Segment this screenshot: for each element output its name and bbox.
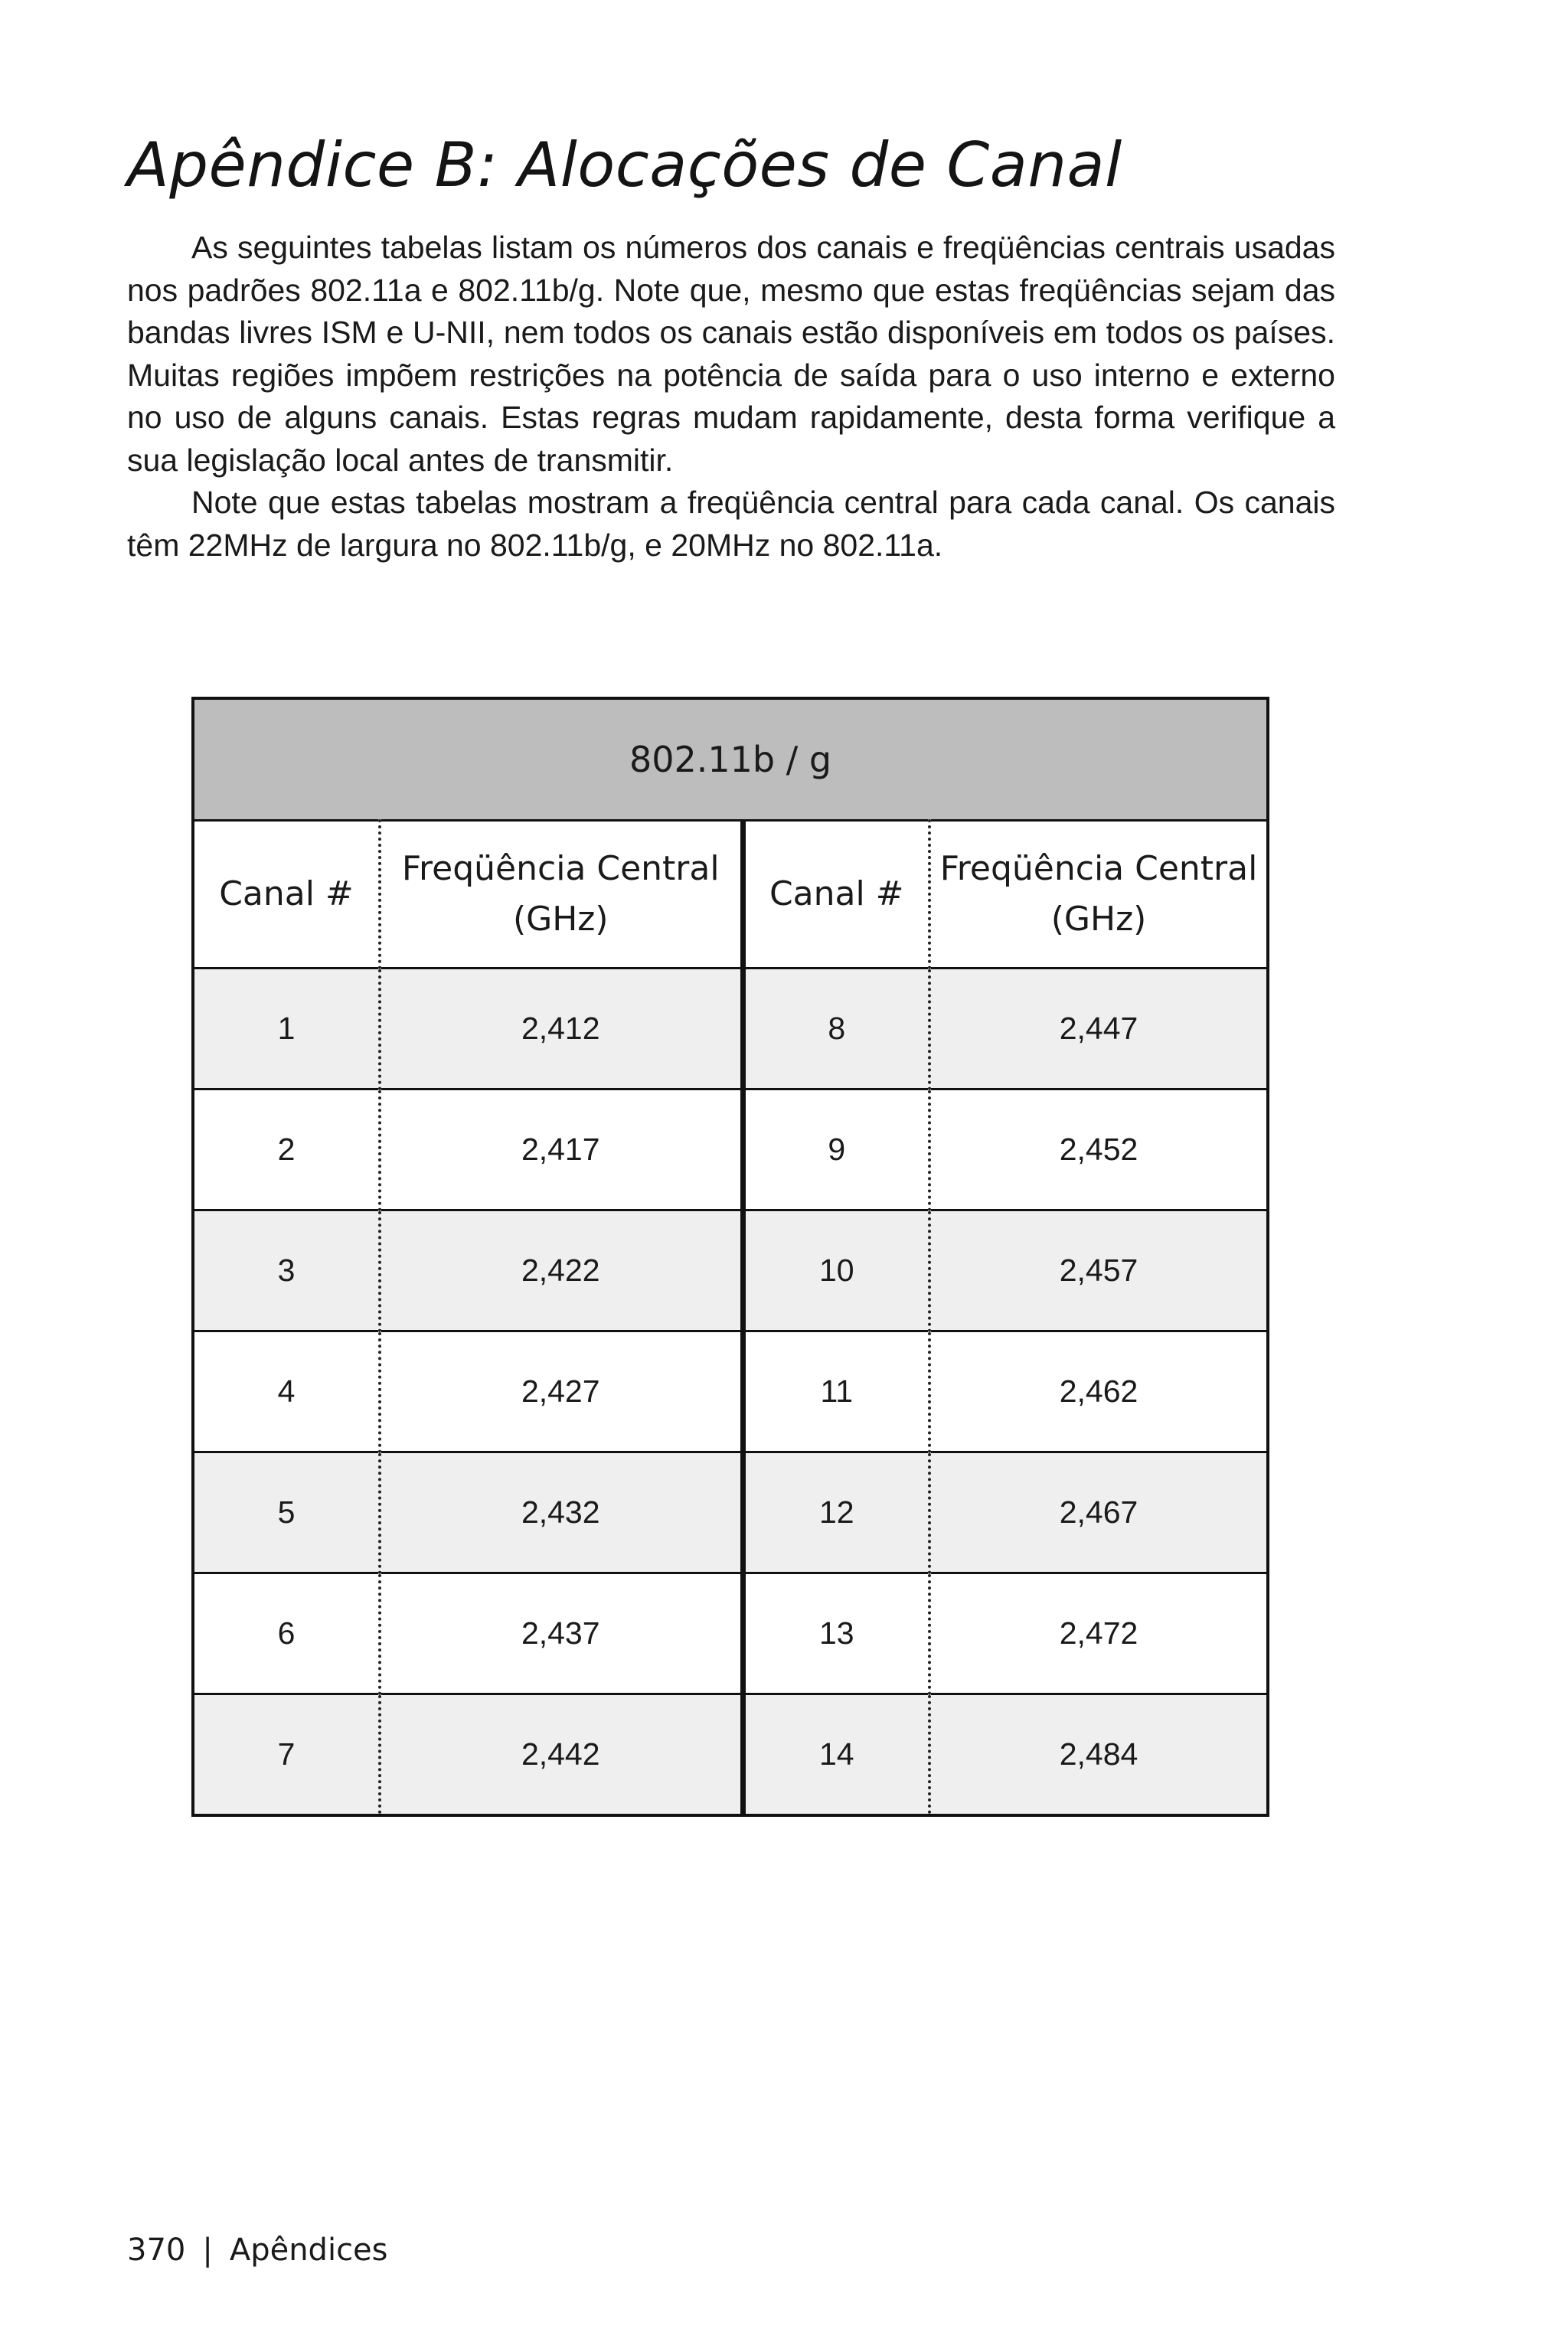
paragraph: Note que estas tabelas mostram a freqüência central para cada canal. Os canais têm 22MHz de largura no 802.11b/g, e 20MHz no 802.11a. — [127, 485, 1335, 563]
table-row — [193, 1331, 1268, 1452]
page-title: Apêndice B: Alocações de Canal — [127, 129, 1122, 201]
column-header-frequency-line1: Freqüência Central — [401, 849, 720, 888]
frequency-cell: 2,447 — [929, 969, 1268, 1089]
channel-cell: 8 — [743, 969, 929, 1089]
table-row — [193, 1210, 1268, 1331]
channel-cell: 13 — [743, 1573, 929, 1694]
table-title: 802.11b / g — [193, 698, 1268, 821]
channel-cell: 3 — [193, 1210, 380, 1331]
page-number: 370 — [127, 2233, 186, 2268]
column-header-frequency-line2: (GHz) — [1050, 900, 1147, 939]
footer-separator: | — [202, 2233, 213, 2268]
table-row — [193, 1573, 1268, 1694]
frequency-cell: 2,472 — [929, 1573, 1268, 1694]
frequency-cell: 2,437 — [380, 1573, 743, 1694]
frequency-cell: 2,452 — [929, 1089, 1268, 1210]
frequency-cell: 2,457 — [929, 1210, 1268, 1331]
frequency-cell: 2,442 — [380, 1694, 743, 1816]
frequency-cell: 2,467 — [929, 1452, 1268, 1573]
channel-cell: 9 — [743, 1089, 929, 1210]
channel-cell: 11 — [743, 1331, 929, 1452]
frequency-cell: 2,422 — [380, 1210, 743, 1331]
channel-cell: 2 — [193, 1089, 380, 1210]
channel-cell: 12 — [743, 1452, 929, 1573]
channel-cell: 5 — [193, 1452, 380, 1573]
channel-cell: 14 — [743, 1694, 929, 1816]
frequency-cell: 2,427 — [380, 1331, 743, 1452]
frequency-cell: 2,417 — [380, 1089, 743, 1210]
frequency-cell: 2,432 — [380, 1452, 743, 1573]
channel-cell: 7 — [193, 1694, 380, 1816]
frequency-cell: 2,412 — [380, 969, 743, 1089]
channel-cell: 10 — [743, 1210, 929, 1331]
table-row — [193, 1452, 1268, 1573]
channel-table-container — [191, 697, 1266, 1817]
column-header-frequency — [380, 821, 743, 969]
footer-section-name: Apêndices — [229, 2233, 388, 2268]
frequency-cell: 2,484 — [929, 1694, 1268, 1816]
channel-cell: 4 — [193, 1331, 380, 1452]
channel-table — [191, 697, 1269, 1817]
table-row — [193, 969, 1268, 1089]
table-header-row — [193, 821, 1268, 969]
column-header-frequency — [929, 821, 1268, 969]
table-row — [193, 1694, 1268, 1816]
body-text — [127, 227, 1335, 567]
page-footer — [127, 2233, 388, 2268]
frequency-cell: 2,462 — [929, 1331, 1268, 1452]
column-header-frequency-line2: (GHz) — [512, 900, 609, 939]
channel-cell: 6 — [193, 1573, 380, 1694]
table-row — [193, 1089, 1268, 1210]
paragraph: As seguintes tabelas listam os números dos canais e freqüências centrais usadas nos padrões 802.11a e 802.11b/g. Note que, mesmo que estas freqüências sejam das bandas livres ISM e U-NII, nem todos os canais estão disponíveis em todos os países. Muitas regiões impõem restrições na potência de saída para o uso interno e externo no uso de alguns canais. Estas regras mudam rapidamente, desta forma verifique a sua legislação local antes de transmitir. — [127, 230, 1335, 478]
column-header-canal: Canal # — [743, 821, 929, 969]
column-header-canal: Canal # — [193, 821, 380, 969]
column-header-frequency-line1: Freqüência Central — [939, 849, 1258, 888]
channel-cell: 1 — [193, 969, 380, 1089]
table-title-row — [193, 698, 1268, 821]
